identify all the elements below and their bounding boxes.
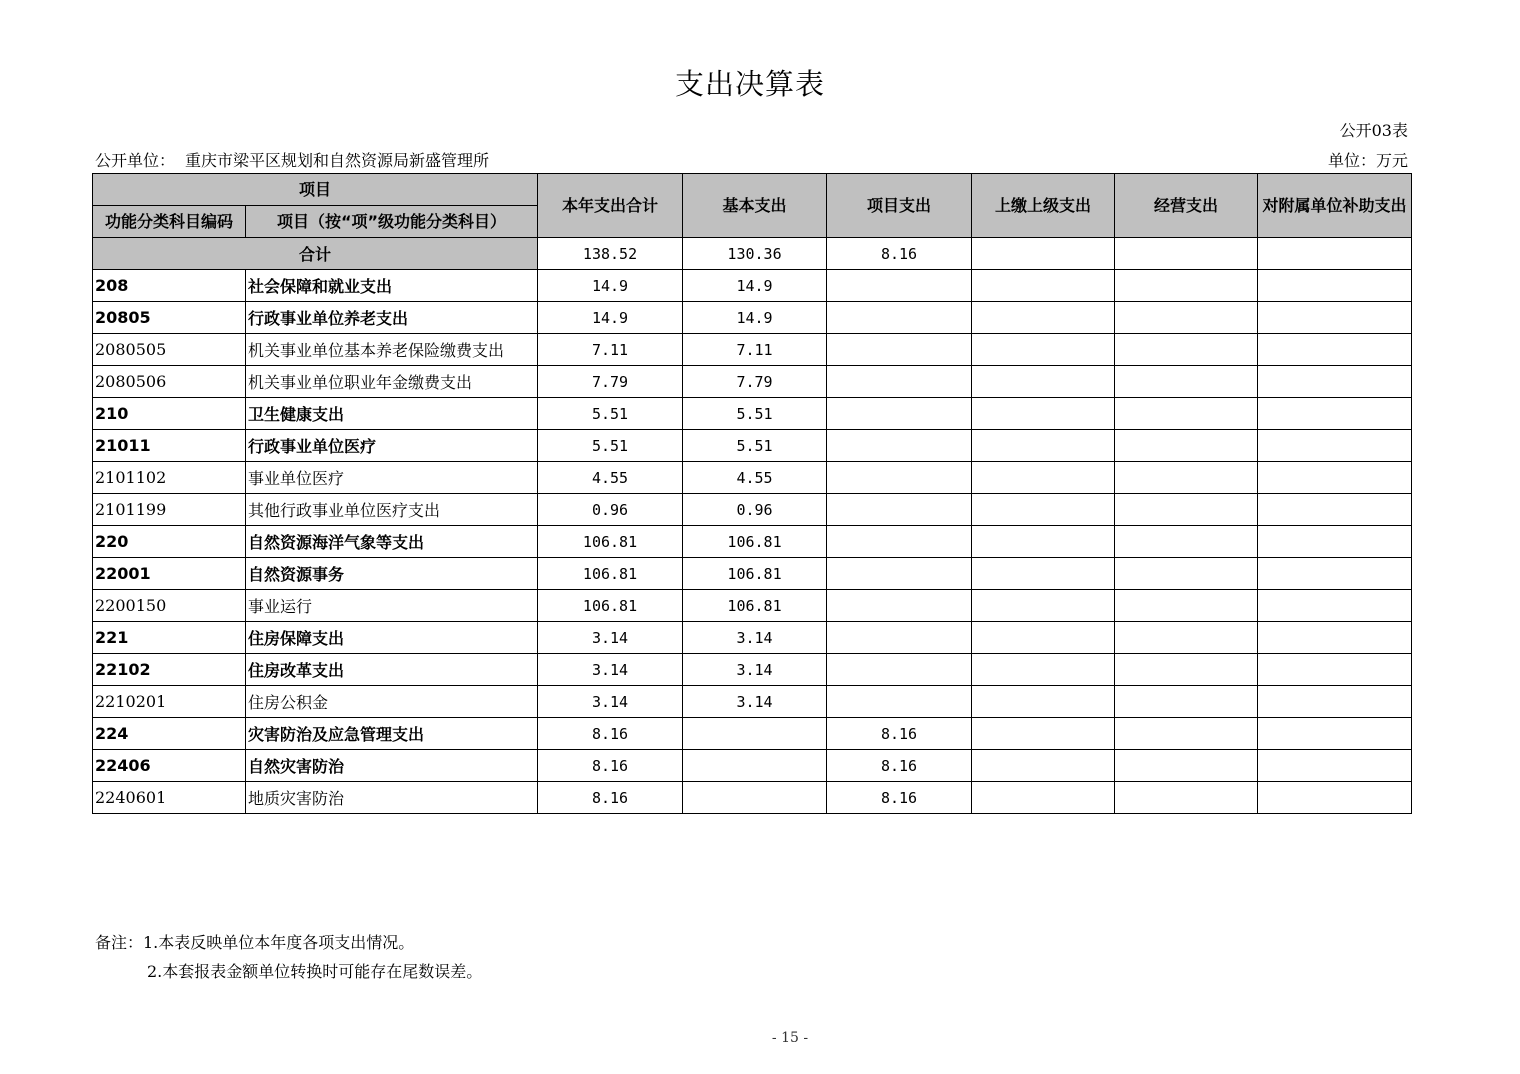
table-body	[93, 238, 1412, 814]
row-total: 3.14	[538, 654, 683, 686]
form-code: 公开03表	[1339, 121, 1408, 140]
notes	[95, 928, 482, 986]
table-row	[93, 462, 1412, 494]
note-2: 2.本套报表金额单位转换时可能存在尾数误差。	[147, 962, 483, 981]
row-name: 事业运行	[246, 590, 538, 622]
total-subsidy	[1258, 238, 1412, 270]
table-row	[93, 334, 1412, 366]
row-subsidy	[1258, 334, 1412, 366]
header-total: 本年支出合计	[538, 174, 683, 238]
row-project: 8.16	[827, 718, 972, 750]
row-name: 住房改革支出	[246, 654, 538, 686]
row-business	[1115, 558, 1258, 590]
row-name: 社会保障和就业支出	[246, 270, 538, 302]
row-name: 行政事业单位医疗	[246, 430, 538, 462]
row-subsidy	[1258, 558, 1412, 590]
header-upper: 上缴上级支出	[972, 174, 1115, 238]
row-name: 事业单位医疗	[246, 462, 538, 494]
row-business	[1115, 654, 1258, 686]
row-basic: 5.51	[683, 430, 827, 462]
row-basic: 3.14	[683, 622, 827, 654]
row-project: 8.16	[827, 750, 972, 782]
row-name: 其他行政事业单位医疗支出	[246, 494, 538, 526]
row-name: 自然灾害防治	[246, 750, 538, 782]
row-code: 208	[93, 270, 246, 302]
row-upper	[972, 526, 1115, 558]
row-code: 22001	[93, 558, 246, 590]
row-code: 2200150	[93, 590, 246, 622]
row-business	[1115, 366, 1258, 398]
row-name: 机关事业单位基本养老保险缴费支出	[246, 334, 538, 366]
total-business	[1115, 238, 1258, 270]
row-project	[827, 686, 972, 718]
row-basic: 106.81	[683, 590, 827, 622]
row-subsidy	[1258, 526, 1412, 558]
row-basic	[683, 782, 827, 814]
row-subsidy	[1258, 430, 1412, 462]
row-basic: 3.14	[683, 654, 827, 686]
header-basic: 基本支出	[683, 174, 827, 238]
row-code: 221	[93, 622, 246, 654]
table-row	[93, 750, 1412, 782]
row-basic: 4.55	[683, 462, 827, 494]
row-upper	[972, 462, 1115, 494]
table-row	[93, 430, 1412, 462]
row-basic: 106.81	[683, 558, 827, 590]
page-title: 支出决算表	[674, 67, 825, 101]
row-upper	[972, 334, 1115, 366]
row-basic: 7.11	[683, 334, 827, 366]
row-name: 地质灾害防治	[246, 782, 538, 814]
row-code: 21011	[93, 430, 246, 462]
row-project	[827, 334, 972, 366]
row-subsidy	[1258, 270, 1412, 302]
row-project	[827, 654, 972, 686]
row-business	[1115, 622, 1258, 654]
row-subsidy	[1258, 590, 1412, 622]
row-project	[827, 590, 972, 622]
row-upper	[972, 270, 1115, 302]
row-total: 3.14	[538, 686, 683, 718]
row-upper	[972, 302, 1115, 334]
row-project	[827, 430, 972, 462]
row-total: 106.81	[538, 526, 683, 558]
row-total: 4.55	[538, 462, 683, 494]
row-total: 8.16	[538, 782, 683, 814]
table-row	[93, 622, 1412, 654]
row-basic: 3.14	[683, 686, 827, 718]
row-name: 住房保障支出	[246, 622, 538, 654]
row-code: 2101102	[93, 462, 246, 494]
row-upper	[972, 622, 1115, 654]
row-upper	[972, 718, 1115, 750]
row-business	[1115, 590, 1258, 622]
row-project	[827, 494, 972, 526]
row-code: 224	[93, 718, 246, 750]
row-total: 5.51	[538, 398, 683, 430]
row-business	[1115, 398, 1258, 430]
row-upper	[972, 430, 1115, 462]
row-total: 0.96	[538, 494, 683, 526]
table-row	[93, 782, 1412, 814]
row-name: 机关事业单位职业年金缴费支出	[246, 366, 538, 398]
row-project	[827, 526, 972, 558]
row-subsidy	[1258, 494, 1412, 526]
total-amount: 138.52	[538, 238, 683, 270]
row-total: 5.51	[538, 430, 683, 462]
total-project: 8.16	[827, 238, 972, 270]
row-subsidy	[1258, 750, 1412, 782]
row-project	[827, 462, 972, 494]
row-subsidy	[1258, 302, 1412, 334]
table-row	[93, 686, 1412, 718]
row-subsidy	[1258, 462, 1412, 494]
row-project: 8.16	[827, 782, 972, 814]
row-business	[1115, 430, 1258, 462]
row-total: 14.9	[538, 270, 683, 302]
row-code: 2080505	[93, 334, 246, 366]
row-basic: 5.51	[683, 398, 827, 430]
row-subsidy	[1258, 622, 1412, 654]
row-code: 2240601	[93, 782, 246, 814]
row-business	[1115, 686, 1258, 718]
row-upper	[972, 398, 1115, 430]
page-number: - 15 -	[771, 1030, 809, 1046]
row-upper	[972, 366, 1115, 398]
row-business	[1115, 494, 1258, 526]
row-code: 20805	[93, 302, 246, 334]
row-code: 220	[93, 526, 246, 558]
row-name: 行政事业单位养老支出	[246, 302, 538, 334]
row-business	[1115, 750, 1258, 782]
unit-label: 公开单位：	[95, 151, 176, 170]
row-total: 106.81	[538, 590, 683, 622]
row-business	[1115, 718, 1258, 750]
row-code: 2210201	[93, 686, 246, 718]
row-name: 住房公积金	[246, 686, 538, 718]
expenditure-table	[92, 173, 1412, 814]
row-upper	[972, 494, 1115, 526]
row-subsidy	[1258, 782, 1412, 814]
row-project	[827, 558, 972, 590]
row-basic	[683, 750, 827, 782]
row-basic: 14.9	[683, 270, 827, 302]
row-project	[827, 302, 972, 334]
currency-unit: 单位：万元	[1327, 151, 1408, 170]
row-total: 3.14	[538, 622, 683, 654]
row-code: 2080506	[93, 366, 246, 398]
row-upper	[972, 590, 1115, 622]
row-business	[1115, 270, 1258, 302]
table-row	[93, 366, 1412, 398]
row-subsidy	[1258, 366, 1412, 398]
row-name: 卫生健康支出	[246, 398, 538, 430]
row-subsidy	[1258, 654, 1412, 686]
row-upper	[972, 686, 1115, 718]
row-code: 22102	[93, 654, 246, 686]
row-upper	[972, 782, 1115, 814]
header-subsidy: 对附属单位补助支出	[1258, 174, 1412, 238]
table-row	[93, 302, 1412, 334]
row-business	[1115, 334, 1258, 366]
row-basic: 0.96	[683, 494, 827, 526]
unit-line	[95, 148, 1408, 171]
row-code: 2101199	[93, 494, 246, 526]
reporting-unit	[95, 148, 499, 171]
row-project	[827, 622, 972, 654]
header-item: 项目	[93, 174, 538, 206]
row-upper	[972, 558, 1115, 590]
row-business	[1115, 462, 1258, 494]
row-upper	[972, 654, 1115, 686]
table-row	[93, 654, 1412, 686]
total-row	[93, 238, 1412, 270]
note-1: 备注：1.本表反映单位本年度各项支出情况。	[95, 933, 415, 952]
unit-name: 重庆市梁平区规划和自然资源局新盛管理所	[185, 151, 490, 170]
row-total: 8.16	[538, 718, 683, 750]
row-code: 210	[93, 398, 246, 430]
row-total: 7.11	[538, 334, 683, 366]
table-row	[93, 558, 1412, 590]
row-subsidy	[1258, 718, 1412, 750]
row-total: 7.79	[538, 366, 683, 398]
table-row	[93, 270, 1412, 302]
row-subsidy	[1258, 686, 1412, 718]
row-total: 8.16	[538, 750, 683, 782]
table-row	[93, 526, 1412, 558]
row-code: 22406	[93, 750, 246, 782]
row-upper	[972, 750, 1115, 782]
row-project	[827, 398, 972, 430]
row-basic: 7.79	[683, 366, 827, 398]
table-row	[93, 398, 1412, 430]
table-row	[93, 718, 1412, 750]
row-basic: 106.81	[683, 526, 827, 558]
row-basic	[683, 718, 827, 750]
row-total: 106.81	[538, 558, 683, 590]
table-row	[93, 590, 1412, 622]
header-name: 项目（按“项”级功能分类科目）	[246, 206, 538, 238]
header-business: 经营支出	[1115, 174, 1258, 238]
row-business	[1115, 782, 1258, 814]
row-total: 14.9	[538, 302, 683, 334]
header-code: 功能分类科目编码	[93, 206, 246, 238]
row-business	[1115, 526, 1258, 558]
row-project	[827, 366, 972, 398]
row-business	[1115, 302, 1258, 334]
row-name: 自然资源事务	[246, 558, 538, 590]
row-name: 灾害防治及应急管理支出	[246, 718, 538, 750]
row-basic: 14.9	[683, 302, 827, 334]
row-project	[827, 270, 972, 302]
row-subsidy	[1258, 398, 1412, 430]
row-name: 自然资源海洋气象等支出	[246, 526, 538, 558]
total-basic: 130.36	[683, 238, 827, 270]
table-row	[93, 494, 1412, 526]
total-label: 合计	[93, 238, 538, 270]
header-project: 项目支出	[827, 174, 972, 238]
total-upper	[972, 238, 1115, 270]
